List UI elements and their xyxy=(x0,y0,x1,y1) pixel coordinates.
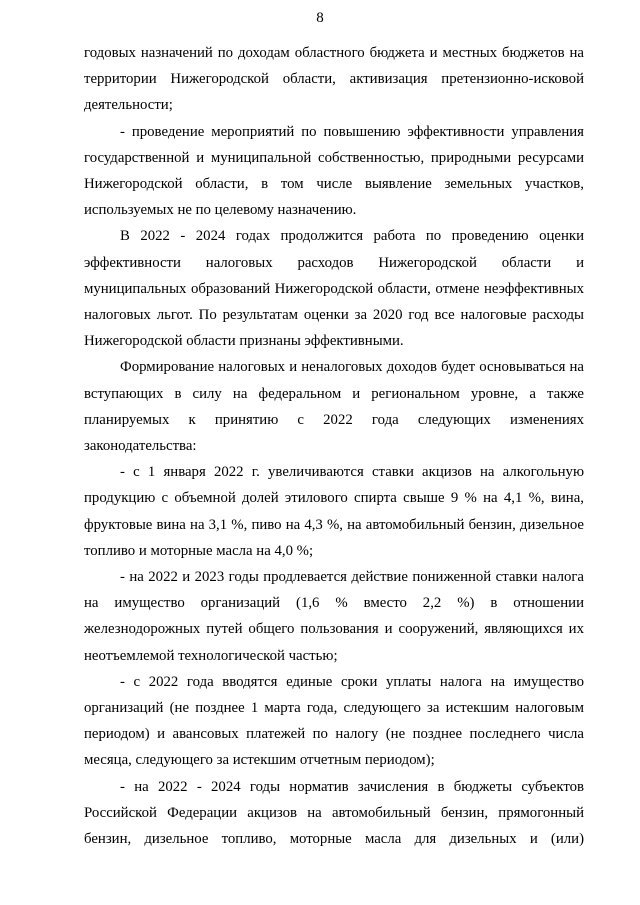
paragraph: - с 1 января 2022 г. увеличиваются ставки акцизов на алкогольную продукцию с объемной долей этилового спирта свыше 9 % на 4,1 %, вина, фруктовые вина на 3,1 %, пиво на 4,3 %, на автомобильный бензин, дизельное топливо и моторные масла на 4,0 %; xyxy=(84,464,584,559)
page-number: 8 xyxy=(316,10,324,26)
paragraph: - на 2022 и 2023 годы продлевается действие пониженной ставки налога на имущество организаций (1,6 % вместо 2,2 %) в отношении железнодорожных путей общего пользования и сооружений, являющихся их неотъемлемой технологической частью; xyxy=(84,569,584,664)
paragraph: годовых назначений по доходам областного бюджета и местных бюджетов на территории Нижегородской области, активизация претензионно-исковой деятельности; xyxy=(84,45,584,114)
document-body xyxy=(84,40,584,852)
paragraph: Формирование налоговых и неналоговых доходов будет основываться на вступающих в силу на федеральном и региональном уровне, а также планируемых к принятию с 2022 года следующих изменениях законодательства: xyxy=(84,359,584,455)
paragraph: - проведение мероприятий по повышению эффективности управления государственной и муниципальной собственностью, природными ресурсами Нижегородской области, в том числе выявление земельных участков, используемых не по целевому назначению. xyxy=(84,123,584,219)
paragraph: - на 2022 - 2024 годы норматив зачисления в бюджеты субъектов Российской Федерации акцизов на автомобильный бензин, прямогонный бензин, дизельное топливо, моторные масла для дизельных и (или) xyxy=(84,778,584,848)
paragraph: - с 2022 года вводятся единые сроки уплаты налога на имущество организаций (не позднее 1 марта года, следующего за истекшим налоговым периодом) и авансовых платежей по налогу (не позднее последнего числа месяца, следующего за истекшим отчетным периодом); xyxy=(84,673,584,769)
paragraph: В 2022 - 2024 годах продолжится работа по проведению оценки эффективности налоговых расходов Нижегородской области и муниципальных образований Нижегородской области, отмене неэффективных налоговых льгот. По результатам оценки за 2020 год все налоговые расходы Нижегородской области признаны эффективными. xyxy=(84,228,584,350)
